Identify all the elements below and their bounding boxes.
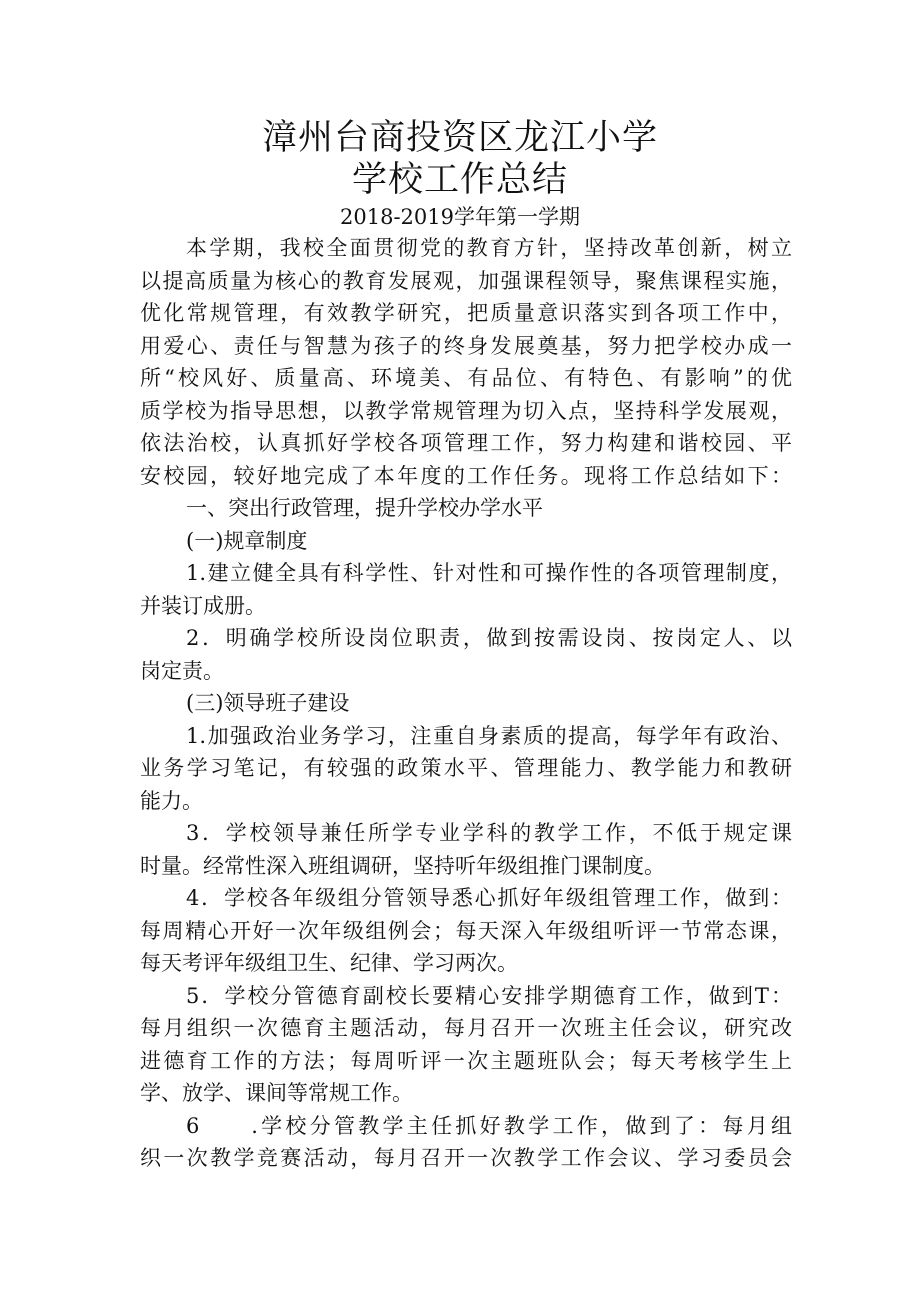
body-line: 织一次教学竞赛活动，每月召开一次教学工作会议、学习委员会 [140, 1146, 792, 1170]
body-line: 进德育工作的方法；每周听评一次主题班队会；每天考核学生上 [140, 1048, 792, 1073]
body-line: 安校园，较好地完成了本年度的工作任务。现将工作总结如下： [140, 463, 792, 488]
body-line: 6 .学校分管教学主任抓好教学工作，做到了：每月组 [186, 1113, 792, 1138]
body-line: 本学期，我校全面贯彻党的教育方针，坚持改革创新，树立 [186, 236, 792, 260]
body-line: 依法治校，认真抓好学校各项管理工作，努力构建和谐校园、平 [140, 431, 792, 455]
body-line: 所“校风好、质量高、环境美、有品位、有特色、有影响”的优 [140, 366, 792, 390]
body-line: 时量。经常性深入班组调研，坚持听年级组推门课制度。 [140, 853, 665, 878]
body-line: 能力。 [140, 788, 203, 813]
section-heading: 一、突出行政管理，提升学校办学水平 [186, 496, 543, 520]
body-line: 质学校为指导思想，以教学常规管理为切入点，坚持科学发展观， [140, 398, 792, 423]
body-line: 每天考评年级组卫生、纪律、学习两次。 [140, 951, 518, 975]
body-line: 业务学习笔记，有较强的政策水平、管理能力、教学能力和教研 [140, 756, 792, 780]
subsection-heading: (一)规章制度 [186, 528, 308, 553]
document-title-line-1: 漳州台商投资区龙江小学 [261, 118, 658, 158]
body-line: 用爱心、责任与智慧为孩子的终身发展奠基，努力把学校办成一 [140, 333, 792, 358]
document-title-line-2: 学校工作总结 [351, 160, 568, 200]
body-line: 5．学校分管德育副校长要精心安排学期德育工作，做到T： [186, 983, 792, 1008]
document-body [140, 232, 792, 1175]
subsection-heading: (三)领导班子建设 [186, 691, 350, 715]
body-line: 岗定责。 [140, 658, 224, 683]
body-line: 1.建立健全具有科学性、针对性和可操作性的各项管理制度， [186, 561, 792, 585]
body-line: 4．学校各年级组分管领导悉心抓好年级组管理工作，做到： [186, 886, 792, 910]
body-line: 每月组织一次德育主题活动，每月召开一次班主任会议，研究改 [140, 1016, 792, 1040]
body-line: 学、放学、课间等常规工作。 [140, 1081, 413, 1105]
body-line: 2．明确学校所设岗位职责，做到按需设岗、按岗定人、以 [186, 626, 792, 650]
body-line: 优化常规管理，有效教学研究，把质量意识落实到各项工作中， [140, 301, 792, 325]
body-line: 以提高质量为核心的教育发展观，加强课程领导，聚焦课程实施， [140, 268, 792, 293]
body-line: 并装订成册。 [140, 593, 266, 618]
body-line: 每周精心开好一次年级组例会；每天深入年级组听评一节常态课， [140, 918, 792, 943]
document-subtitle: 2018-2019学年第一学期 [340, 205, 580, 229]
body-line: 3．学校领导兼任所学专业学科的教学工作，不低于规定课 [186, 821, 792, 845]
body-line: 1.加强政治业务学习，注重自身素质的提高，每学年有政治、 [186, 723, 792, 748]
